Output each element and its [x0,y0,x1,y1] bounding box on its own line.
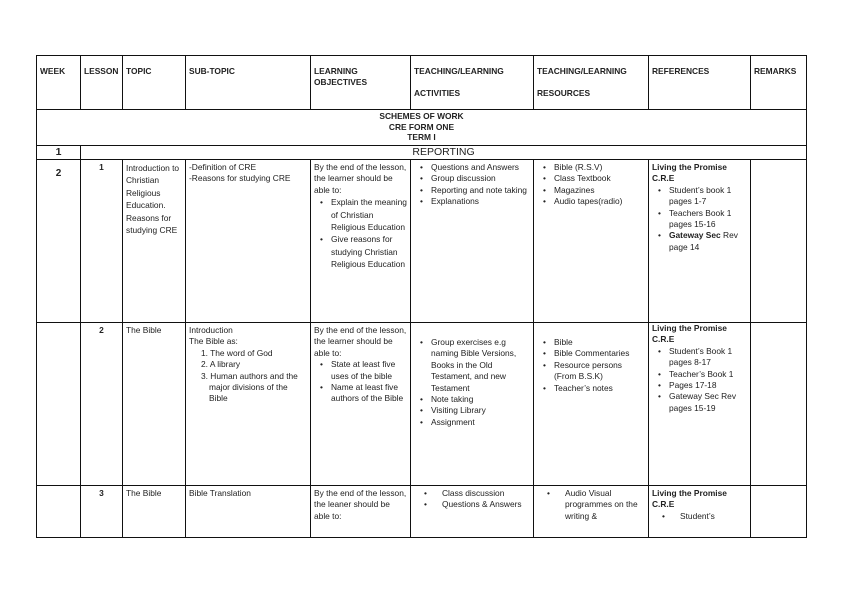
topic-cell: Introduction to Christian Religious Education. Reasons for studying CRE [123,160,186,323]
reference-item [652,208,747,231]
activity-item: • Group exercises e.g naming Bible Versions, Books in the Old Testament, and new Testament [414,337,530,394]
reference-text: Student’s [680,510,715,521]
reporting-row [37,146,807,160]
header-topic: TOPIC [123,56,186,110]
objective-list [314,196,407,270]
header-subtopic: SUB-TOPIC [186,56,311,110]
header-activities-line2: ACTIVITIES [414,88,461,99]
lesson-number: 2 [81,323,123,486]
activities-cell [411,323,534,486]
resource-item: • Bible [537,337,645,348]
lesson-row [37,486,807,538]
subtopic-line: -Reasons for studying CRE [189,173,291,184]
week-cell [37,323,81,486]
resource-item: • Magazines [537,185,645,196]
reference-text: Gateway Sec Rev pages 15-19 [669,391,737,413]
references-title: Living the Promise C.R.E [652,488,727,510]
objectives-intro: By the end of the lesson, the learner should be able to: [314,162,407,195]
reference-item [652,346,747,369]
reference-item [652,185,747,208]
reference-list [652,185,747,253]
resource-list [537,162,645,208]
resource-item: • Audio Visual programmes on the writing & [537,488,645,522]
objectives-cell [311,486,411,538]
header-resources [534,56,649,110]
week-cell: 2 [37,160,81,323]
remarks-cell [751,486,807,538]
activities-cell [411,486,534,538]
subtopic-line: Introduction [189,325,233,335]
header-activities-line1: TEACHING/LEARNING [414,66,504,76]
reference-item [652,380,747,391]
week-cell [37,486,81,538]
resource-item: • Class Textbook [537,173,645,184]
activity-list [414,337,530,428]
title-row [37,110,807,146]
header-activities [411,56,534,110]
lesson-number: 3 [81,486,123,538]
subtopic-line: -Definition of CRE [189,162,257,172]
references-cell [649,486,751,538]
activity-item: • Group discussion [414,173,530,184]
objective-item: • Give reasons for studying Christian Religious Education [314,233,407,270]
lesson-row [37,323,807,486]
resource-list [537,337,645,394]
activity-item: • Note taking [414,394,530,405]
header-resources-line1: TEACHING/LEARNING [537,66,627,76]
subtopic-cell [186,323,311,486]
activity-item: • Reporting and note taking [414,185,530,196]
resource-item: • Teacher’s notes [537,383,645,394]
subtopic-numbered-item: 2. A library [201,359,241,370]
header-week: WEEK [37,56,81,110]
subtopic-cell [186,160,311,323]
reference-item [652,391,747,414]
objectives-cell [311,323,411,486]
objective-item: • Name at least five authors of the Bible [314,382,407,405]
reference-item [652,511,747,522]
header-remarks: REMARKS [751,56,807,110]
objectives-intro: By the end of the lesson, the learner should be able to: [314,325,407,358]
subtopic-line: The Bible as: [189,336,238,347]
reference-text: Teacher’s Book 1 [669,368,734,379]
reference-text: Student’s Book 1 pages 8-17 [669,345,733,368]
objectives-intro: By the end of the lesson, the leaner should be able to: [314,488,407,521]
topic-cell: The Bible [123,323,186,486]
header-lesson: LESSON [81,56,123,110]
lesson-row [37,160,807,323]
activity-item: • Explanations [414,196,530,207]
resources-cell [534,323,649,486]
remarks-cell [751,323,807,486]
activity-item: • Questions & Answers [414,499,530,510]
resource-item: • Audio tapes(radio) [537,196,645,207]
header-objectives: LEARNING OBJECTIVES [311,56,411,110]
reference-item [652,369,747,380]
reporting-week: 1 [37,146,81,160]
activity-item: • Class discussion [414,488,530,499]
reference-bold: Gateway Sec [669,230,721,241]
scheme-of-work-table [36,55,807,538]
title-line-2: CRE FORM ONE [388,121,455,132]
title-line-3: TERM I [407,132,436,142]
reference-item [652,230,747,253]
header-row [37,56,807,110]
subtopic-cell [186,486,311,538]
reference-text: Teachers Book 1 pages 15-16 [669,207,732,230]
resources-cell [534,486,649,538]
document-title [37,110,807,146]
reference-text: Student’s book 1 pages 1-7 [669,184,732,207]
resource-item: • Bible (R.S.V) [537,162,645,173]
resource-item: • Resource persons (From B.S.K) [537,360,645,383]
activity-list [414,488,530,511]
reference-text: Pages 17-18 [669,380,717,391]
title-line-1: SCHEMES OF WORK [379,111,464,121]
activity-item: • Questions and Answers [414,162,530,173]
resource-item: • Bible Commentaries [537,348,645,359]
resource-list [537,488,645,522]
activity-list [414,162,530,208]
references-title: Living the Promise C.R.E [652,162,727,184]
references-cell [649,160,751,323]
topic-cell: The Bible [123,486,186,538]
objective-list [314,359,407,405]
resources-cell [534,160,649,323]
objective-item: • State at least five uses of the bible [314,359,407,382]
remarks-cell [751,160,807,323]
lesson-number: 1 [81,160,123,323]
reference-text: Rev page 14 [669,230,738,252]
objectives-cell [311,160,411,323]
subtopic-numbered-item: 3. Human authors and the major divisions of the Bible [201,370,298,404]
references-title: Living the Promise C.R.E [652,323,727,345]
references-cell [649,323,751,486]
subtopic-line: Bible Translation [189,488,251,498]
objective-item: • Explain the meaning of Christian Religious Education [314,196,407,233]
reference-list [652,346,747,414]
activity-item: • Assignment [414,417,530,428]
activities-cell [411,160,534,323]
reporting-label: REPORTING [81,146,807,160]
activity-item: • Visiting Library [414,405,530,416]
header-references: REFERENCES [649,56,751,110]
header-resources-line2: RESOURCES [537,88,591,99]
reference-list [652,511,747,522]
subtopic-numbered-list [189,348,307,405]
subtopic-numbered-item: 1. The word of God [201,347,273,358]
